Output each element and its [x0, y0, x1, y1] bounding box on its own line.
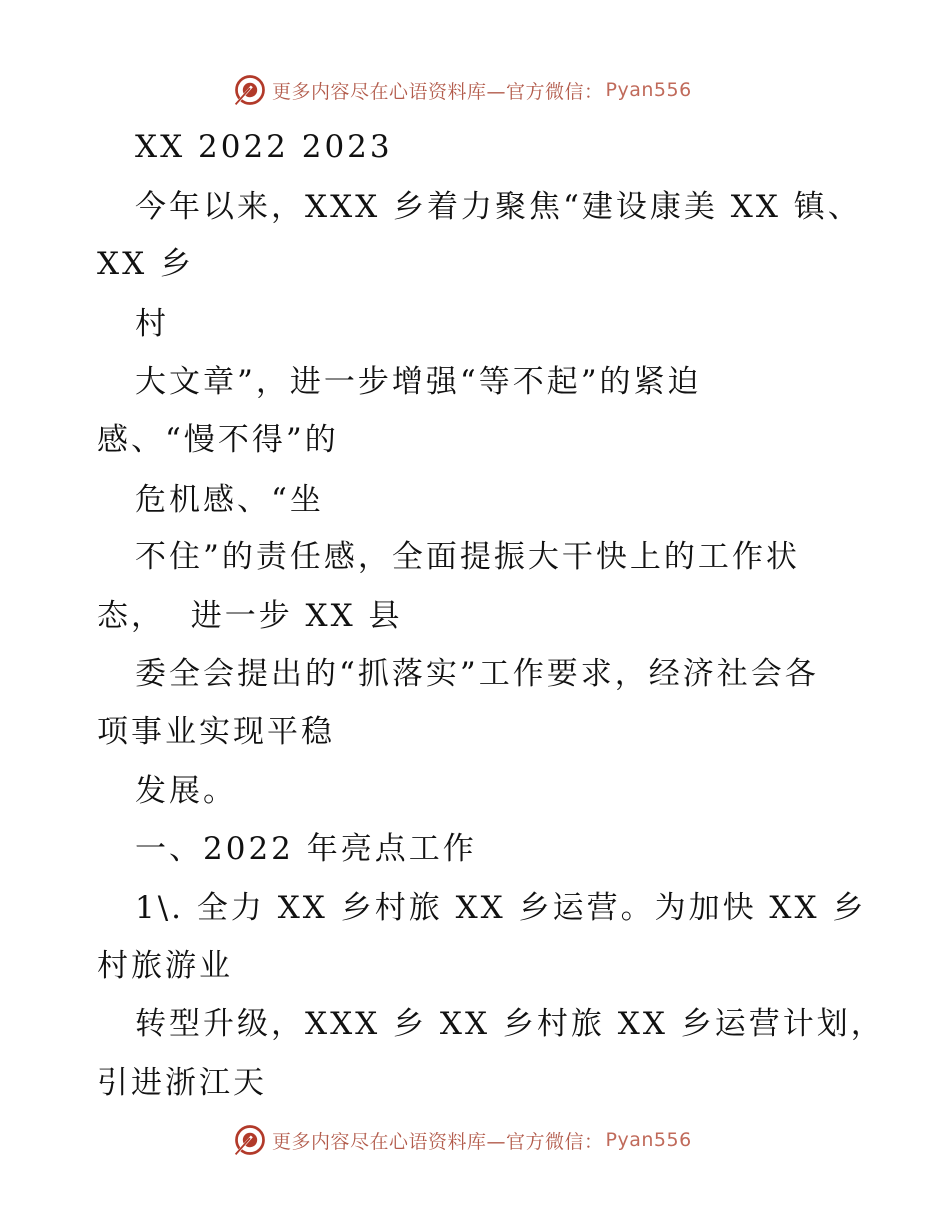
- watermark-text: 更多内容尽在心语资料库—官方微信：: [272, 80, 604, 103]
- paragraph-line: 项事业实现平稳: [97, 714, 335, 750]
- watermark-handle: Pyan556: [605, 1129, 692, 1151]
- paragraph-line: 村: [135, 306, 169, 342]
- paragraph-line: 发展。: [135, 773, 237, 809]
- paragraph-line: 1\. 全力 XX 乡村旅 XX 乡运营。为加快 XX 乡: [135, 890, 867, 926]
- section-heading: 一、2022 年亮点工作: [135, 831, 477, 867]
- pen-logo-icon: [232, 1122, 268, 1158]
- watermark-handle: Pyan556: [605, 79, 692, 101]
- paragraph-line: 转型升级，XXX 乡 XX 乡村旅 XX 乡运营计划，: [135, 1006, 885, 1042]
- pen-logo-icon: [232, 72, 268, 108]
- paragraph-line: 态， 进一步 XX 县: [97, 598, 403, 634]
- doc-title-line: XX 2022 2023: [135, 129, 393, 165]
- paragraph-line: 今年以来，XXX 乡着力聚焦“建设康美 XX 镇、: [135, 189, 862, 225]
- header-watermark: [232, 70, 732, 110]
- paragraph-line: 大文章”，进一步增强“等不起”的紧迫: [135, 364, 702, 400]
- paragraph-line: 不住”的责任感，全面提振大干快上的工作状: [135, 539, 800, 575]
- paragraph-line: XX 乡: [97, 246, 194, 282]
- paragraph-line: 引进浙江天: [97, 1065, 267, 1101]
- paragraph-line: 村旅游业: [97, 948, 233, 984]
- paragraph-line: 感、“慢不得”的: [97, 422, 339, 458]
- paragraph-line: 危机感、“坐: [135, 482, 324, 518]
- paragraph-line: 委全会提出的“抓落实”工作要求，经济社会各: [135, 656, 819, 692]
- footer-watermark: [232, 1120, 732, 1160]
- watermark-text: 更多内容尽在心语资料库—官方微信：: [272, 1130, 604, 1153]
